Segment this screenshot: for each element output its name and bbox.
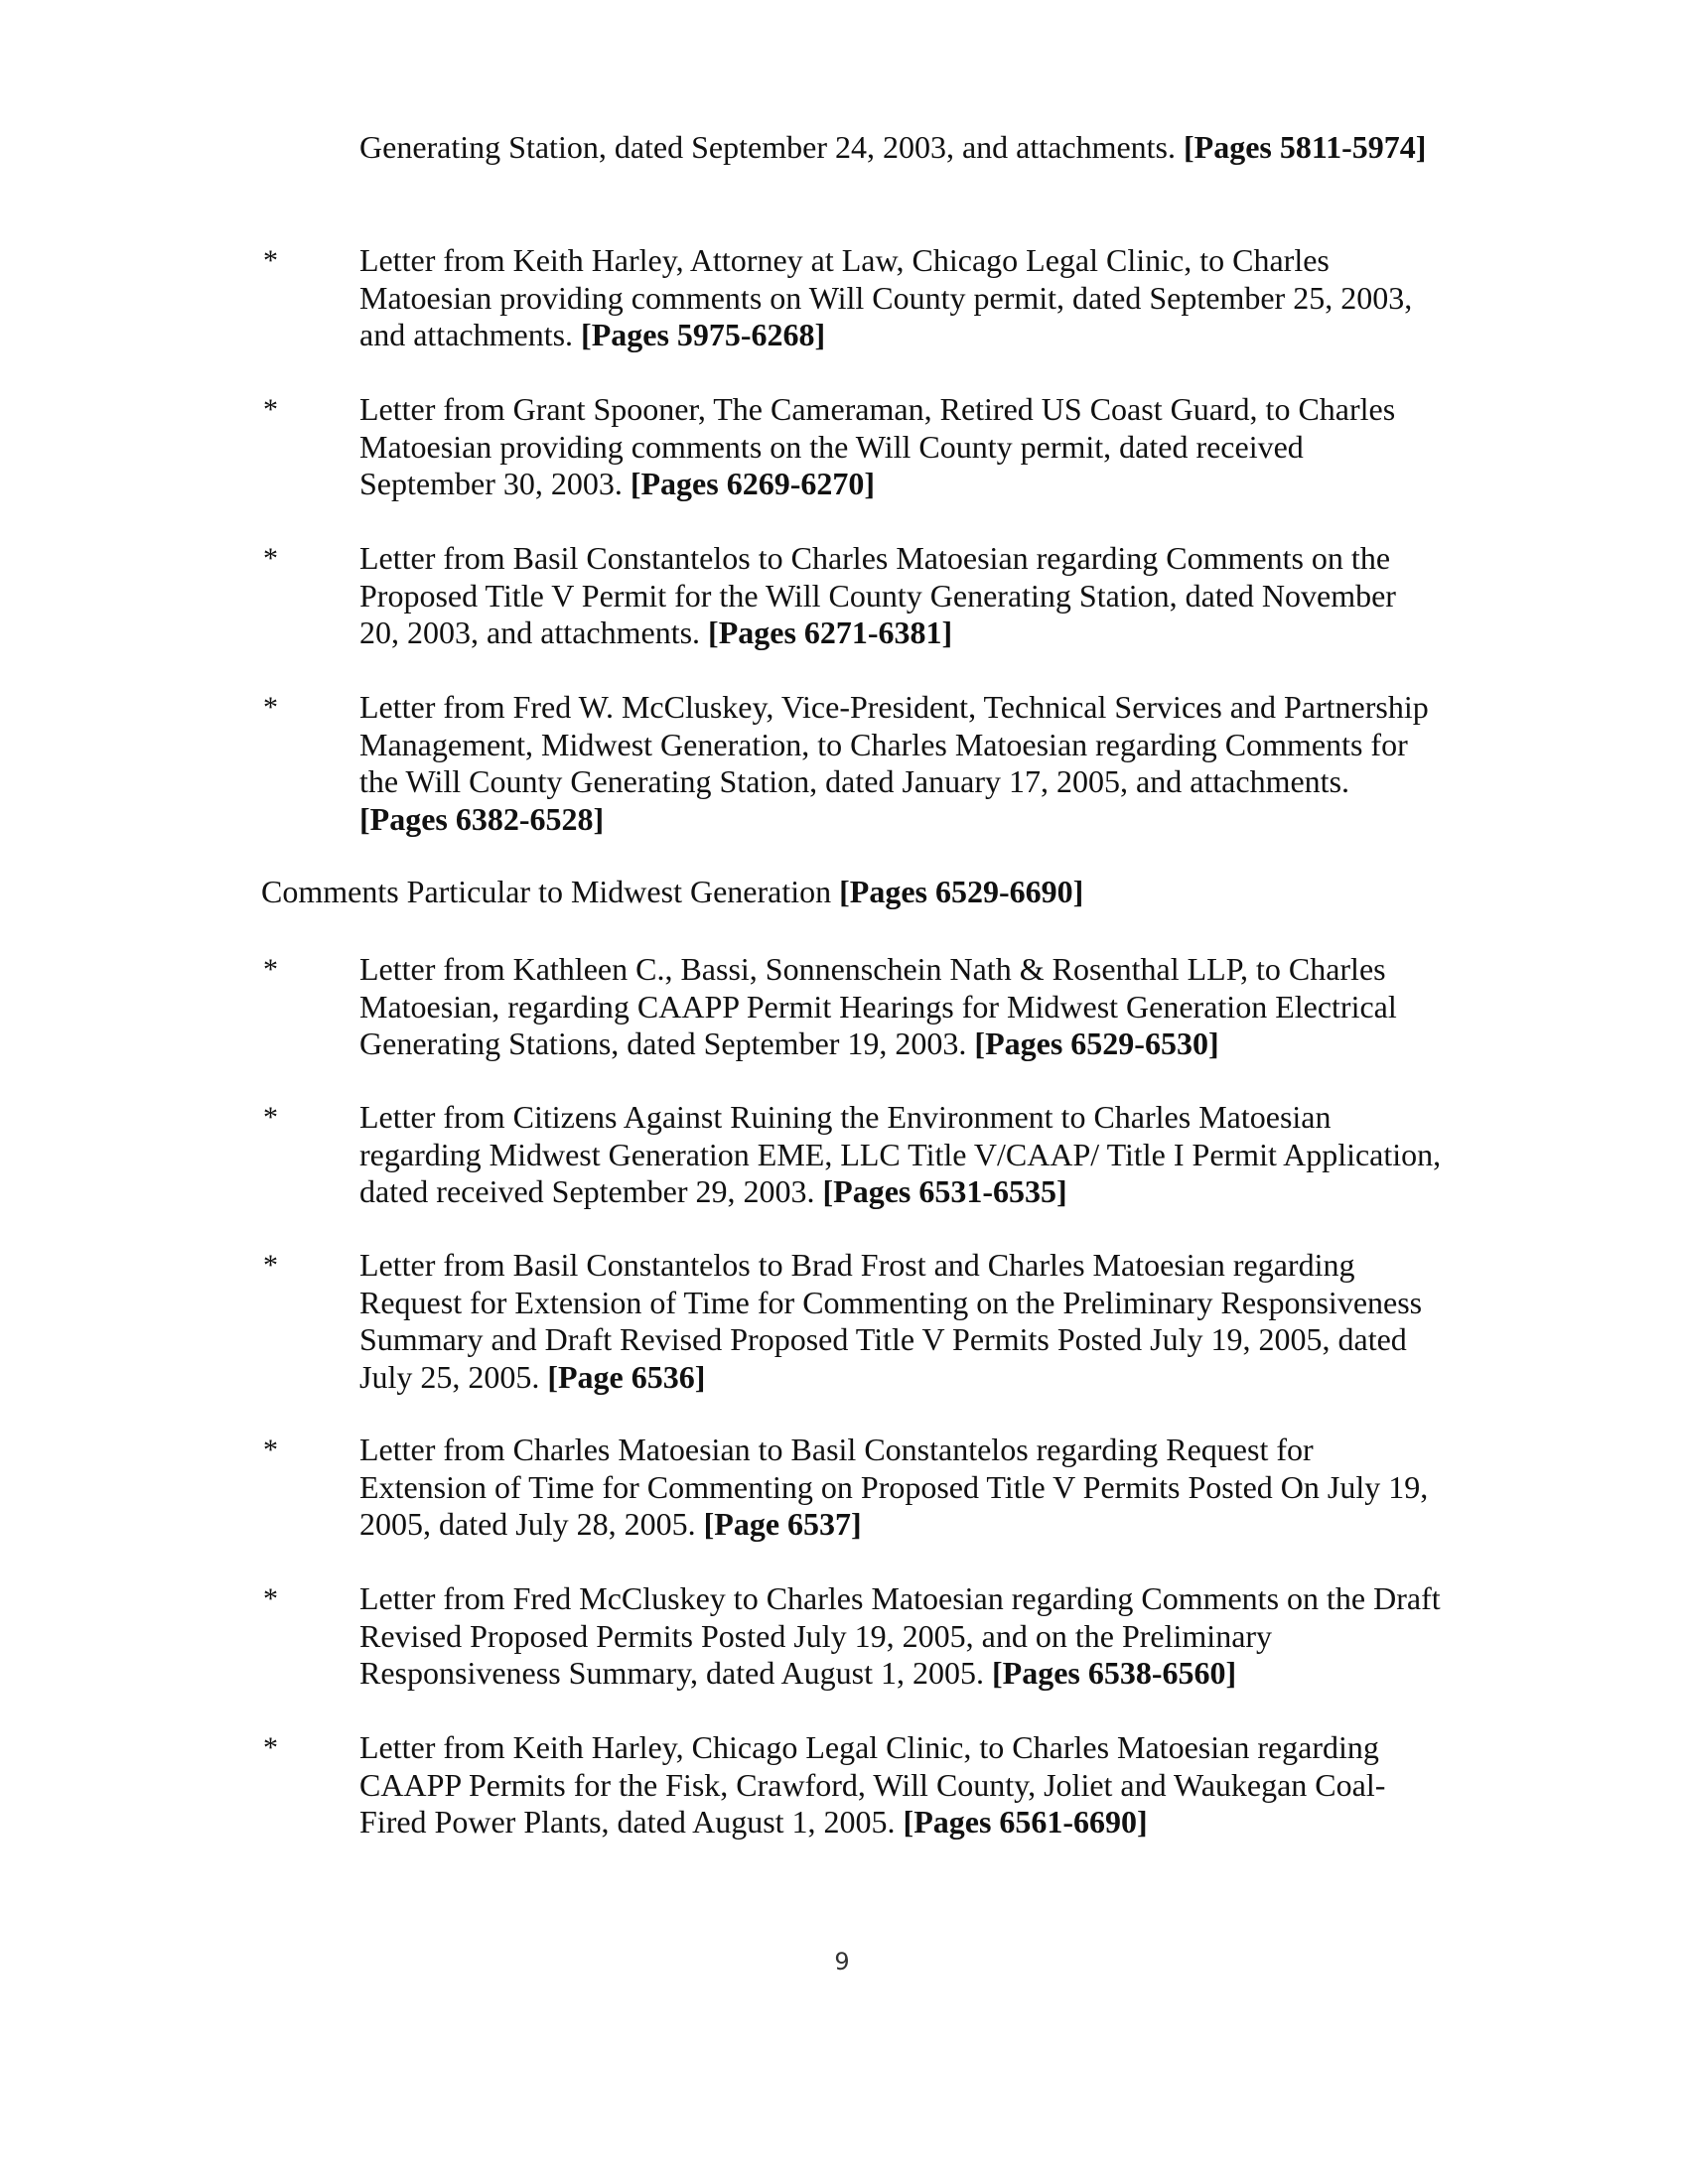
item-text: Letter from Fred W. McCluskey, Vice-President, Technical Services and Partnership Management, Midwest Generation, to Charles Matoesian regarding Comments for the Will County Generating Station, dated January 17, 2005, and attachments. [359, 689, 1429, 799]
list-item [359, 1432, 1442, 1544]
bullet-marker: * [263, 1249, 278, 1282]
bullet-marker: * [263, 393, 278, 426]
page-reference: [Page 6536] [547, 1358, 706, 1395]
list-item [359, 391, 1442, 503]
list-item [359, 689, 1442, 838]
item-text: Letter from Fred McCluskey to Charles Matoesian regarding Comments on the Draft Revised Proposed Permits Posted July 19, 2005, and on the Preliminary Responsiveness Summary, dated August 1, 2005. [359, 1580, 1441, 1691]
list-item [359, 242, 1442, 354]
section-heading [261, 874, 1453, 911]
page-reference: [Pages 6561-6690] [903, 1804, 1148, 1840]
item-text: Letter from Basil Constantelos to Charles Matoesian regarding Comments on the Proposed Title V Permit for the Will County Generating Station, dated November 20, 2003, and attachments. [359, 540, 1396, 650]
bullet-marker: * [263, 1582, 278, 1615]
bullet-marker: * [263, 953, 278, 986]
bullet-marker: * [263, 1731, 278, 1764]
item-text: Letter from Grant Spooner, The Cameraman, Retired US Coast Guard, to Charles Matoesian providing comments on the Will County permit, dated received September 30, 2003. [359, 391, 1396, 501]
page-reference: [Pages 6538-6560] [992, 1655, 1237, 1691]
page-reference: [Pages 6269-6270] [630, 466, 876, 501]
page-reference: [Pages 5811-5974] [1184, 129, 1427, 165]
page-reference: [Pages 6529-6690] [839, 874, 1084, 909]
bullet-marker: * [263, 244, 278, 277]
item-text: Letter from Kathleen C., Bassi, Sonnenschein Nath & Rosenthal LLP, to Charles Matoesian, regarding CAAPP Permit Hearings for Midwest Generation Electrical Generating Stations, dated September 19, 2003. [359, 951, 1397, 1061]
page-reference: [Pages 6382-6528] [359, 800, 605, 837]
bullet-marker: * [263, 542, 278, 575]
page-reference: [Pages 6529-6530] [974, 1025, 1219, 1061]
list-item [359, 129, 1442, 167]
list-item [359, 1099, 1442, 1211]
list-item [359, 951, 1442, 1063]
list-item [359, 1247, 1442, 1396]
bullet-marker: * [263, 1101, 278, 1134]
page-reference: [Pages 5975-6268] [581, 317, 826, 352]
item-text: Letter from Citizens Against Ruining the Environment to Charles Matoesian regarding Midwest Generation EME, LLC Title V/CAAP/ Title I Permit Application, dated received September 29, 2003. [359, 1099, 1442, 1209]
page-reference: [Pages 6271-6381] [708, 614, 953, 650]
page-number: 9 [834, 1948, 850, 1976]
page-reference: [Page 6537] [703, 1506, 862, 1542]
list-item [359, 1729, 1442, 1842]
bullet-marker: * [263, 1433, 278, 1466]
item-text: Letter from Charles Matoesian to Basil Constantelos regarding Request for Extension of Time for Commenting on Proposed Title V Permits Posted On July 19, 2005, dated July 28, 2005. [359, 1432, 1429, 1542]
item-text: Letter from Keith Harley, Chicago Legal Clinic, to Charles Matoesian regarding CAAPP Permits for the Fisk, Crawford, Will County, Joliet and Waukegan Coal-Fired Power Plants, dated August 1, 2005. [359, 1729, 1386, 1840]
section-heading-text: Comments Particular to Midwest Generation [261, 874, 840, 909]
item-text: Generating Station, dated September 24, 2003, and attachments. [359, 129, 1184, 165]
list-item [359, 1580, 1442, 1693]
page-reference: [Pages 6531-6535] [822, 1173, 1067, 1209]
item-text: Letter from Basil Constantelos to Brad Frost and Charles Matoesian regarding Request for Extension of Time for Commenting on the Preliminary Responsiveness Summary and Draft Revised Proposed Title V Permits Posted July 19, 2005, dated July 25, 2005. [359, 1247, 1423, 1395]
bullet-marker: * [263, 691, 278, 724]
item-text: Letter from Keith Harley, Attorney at Law, Chicago Legal Clinic, to Charles Matoesian providing comments on Will County permit, dated September 25, 2003, and attachments. [359, 242, 1413, 352]
list-item [359, 540, 1442, 652]
